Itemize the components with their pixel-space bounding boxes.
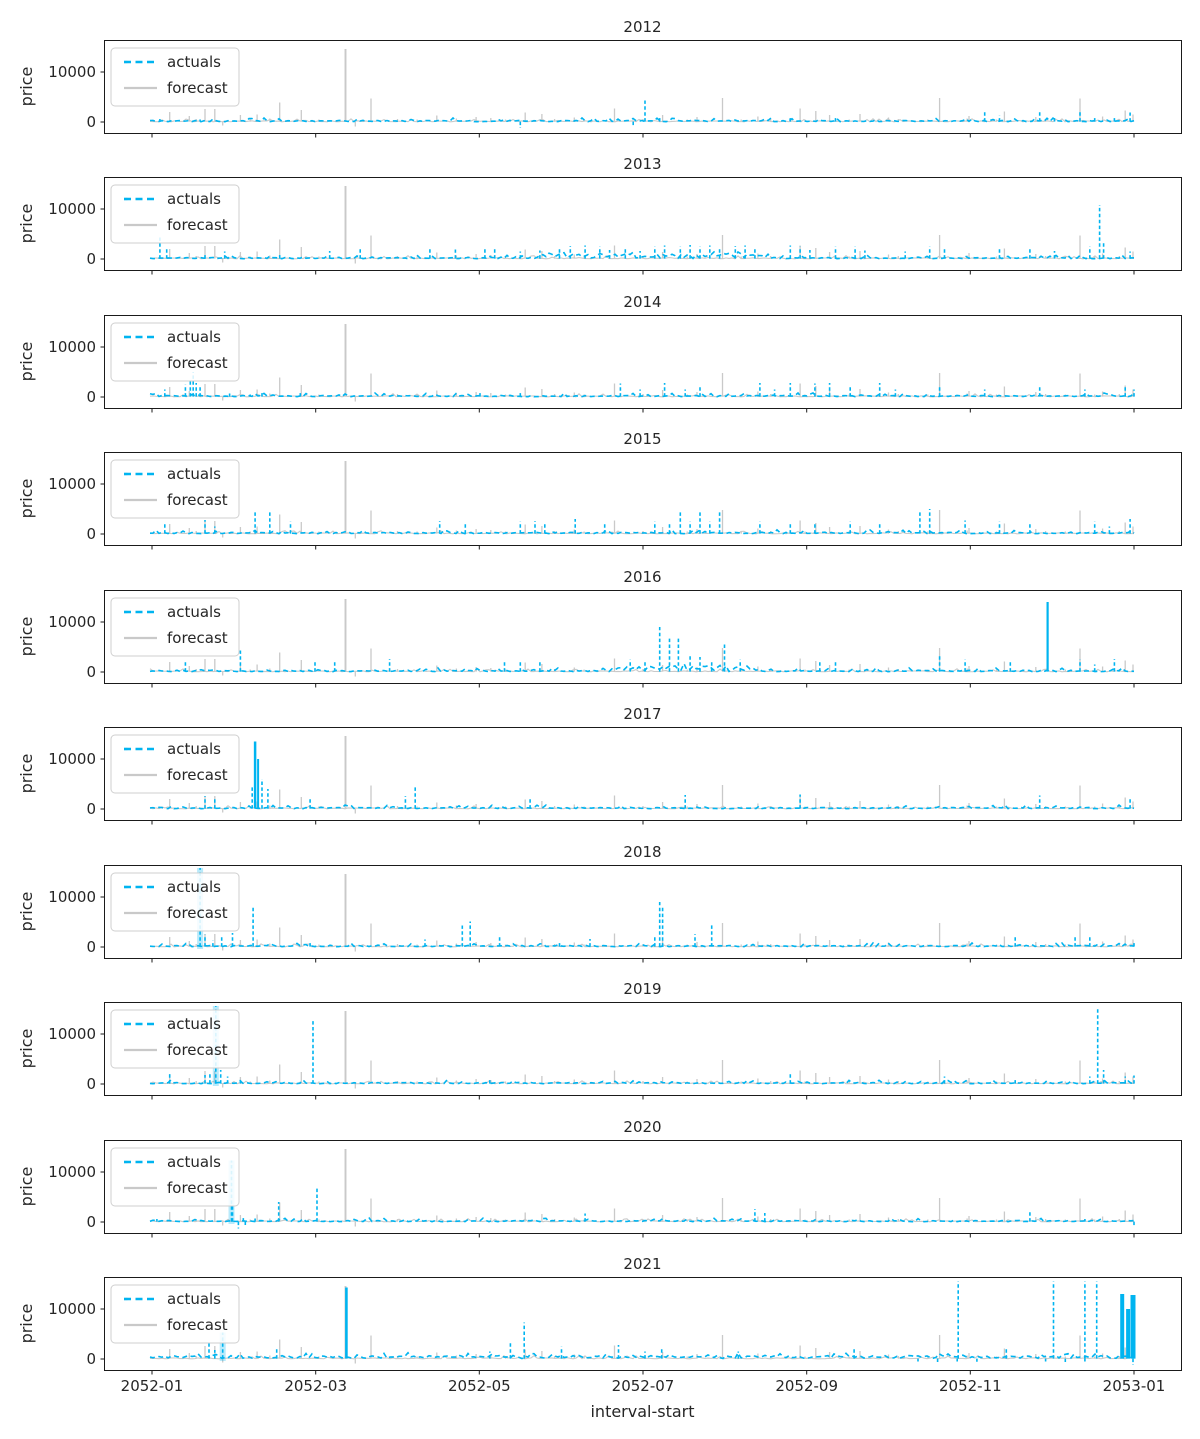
subplot-2017 xyxy=(0,697,1200,831)
subplot-title: 2017 xyxy=(623,705,662,723)
y-axis-label: price xyxy=(17,616,36,657)
plot-area xyxy=(150,599,1134,677)
legend-label-forecast: forecast xyxy=(167,904,228,922)
subplot-title: 2016 xyxy=(623,568,662,586)
subplot-title: 2015 xyxy=(623,430,662,448)
y-tick-label: 10000 xyxy=(48,63,96,81)
y-tick-label: 0 xyxy=(86,388,96,406)
y-axis-label: price xyxy=(17,1028,36,1069)
legend-label-forecast: forecast xyxy=(167,79,228,97)
subplot-title: 2020 xyxy=(623,1118,662,1136)
y-tick-label: 10000 xyxy=(48,750,96,768)
legend-label-actuals: actuals xyxy=(167,1153,222,1171)
y-axis-label: price xyxy=(17,66,36,107)
y-axis-label: price xyxy=(17,1303,36,1344)
y-axis-label: price xyxy=(17,478,36,519)
plot-area xyxy=(150,736,1134,814)
actuals-series xyxy=(150,1353,1134,1359)
y-tick-label: 10000 xyxy=(48,200,96,218)
y-tick-label: 10000 xyxy=(48,1300,96,1318)
subplot-2015 xyxy=(0,422,1200,556)
legend-label-actuals: actuals xyxy=(167,603,222,621)
y-tick-label: 10000 xyxy=(48,475,96,493)
y-axis-label: price xyxy=(17,341,36,382)
subplot-2016 xyxy=(0,560,1200,694)
x-tick-label: 2053-01 xyxy=(1102,1377,1166,1395)
legend-label-forecast: forecast xyxy=(167,216,228,234)
plot-area xyxy=(150,1149,1134,1229)
legend-label-forecast: forecast xyxy=(167,1179,228,1197)
actuals-series xyxy=(150,252,1134,259)
y-tick-label: 0 xyxy=(86,1350,96,1368)
legend-label-actuals: actuals xyxy=(167,878,222,896)
x-tick-label: 2052-01 xyxy=(120,1377,184,1395)
y-tick-label: 0 xyxy=(86,525,96,543)
x-tick-label: 2052-09 xyxy=(775,1377,838,1395)
plot-area xyxy=(150,461,1134,539)
subplot-title: 2019 xyxy=(623,980,662,998)
y-tick-label: 10000 xyxy=(48,1025,96,1043)
subplot-2012 xyxy=(0,10,1200,144)
y-axis-label: price xyxy=(17,203,36,244)
legend xyxy=(111,598,239,656)
y-axis-label: price xyxy=(17,891,36,932)
plot-area xyxy=(150,186,1134,264)
y-tick-label: 10000 xyxy=(48,888,96,906)
legend-label-forecast: forecast xyxy=(167,1041,228,1059)
plot-area xyxy=(150,868,1134,952)
legend-label-forecast: forecast xyxy=(167,629,228,647)
plot-area xyxy=(150,1006,1134,1089)
legend-label-forecast: forecast xyxy=(167,1316,228,1334)
legend-label-actuals: actuals xyxy=(167,1015,222,1033)
y-tick-label: 0 xyxy=(86,1213,96,1231)
legend xyxy=(111,1010,239,1068)
legend xyxy=(111,1285,239,1343)
y-tick-label: 10000 xyxy=(48,338,96,356)
y-tick-label: 0 xyxy=(86,113,96,131)
legend-label-actuals: actuals xyxy=(167,740,222,758)
actuals-series xyxy=(150,805,1134,809)
legend xyxy=(111,735,239,793)
subplot-2021 xyxy=(0,1247,1200,1381)
legend-label-actuals: actuals xyxy=(167,190,222,208)
legend xyxy=(111,185,239,243)
y-axis-label: price xyxy=(17,1166,36,1207)
subplot-title: 2012 xyxy=(623,18,662,36)
x-tick-label: 2052-03 xyxy=(284,1377,347,1395)
x-tick-label: 2052-07 xyxy=(611,1377,675,1395)
legend-label-actuals: actuals xyxy=(167,53,222,71)
subplot-2014 xyxy=(0,285,1200,419)
subplot-title: 2021 xyxy=(623,1255,662,1273)
legend xyxy=(111,48,239,106)
y-tick-label: 10000 xyxy=(48,1163,96,1181)
legend-label-actuals: actuals xyxy=(167,465,222,483)
y-tick-label: 0 xyxy=(86,800,96,818)
y-tick-label: 0 xyxy=(86,250,96,268)
legend xyxy=(111,323,239,381)
x-tick-label: 2052-05 xyxy=(447,1377,511,1395)
subplot-2018 xyxy=(0,835,1200,969)
legend-label-forecast: forecast xyxy=(167,491,228,509)
plot-area xyxy=(150,324,1134,402)
subplot-2013 xyxy=(0,147,1200,281)
legend xyxy=(111,460,239,518)
legend-label-forecast: forecast xyxy=(167,766,228,784)
legend-label-actuals: actuals xyxy=(167,328,222,346)
subplot-title: 2018 xyxy=(623,843,662,861)
y-tick-label: 0 xyxy=(86,663,96,681)
y-tick-label: 0 xyxy=(86,938,96,956)
x-axis-label: interval-start xyxy=(590,1402,695,1421)
plot-area xyxy=(150,1282,1134,1366)
subplot-title: 2013 xyxy=(623,155,662,173)
subplot-2019 xyxy=(0,972,1200,1106)
y-axis-label: price xyxy=(17,753,36,794)
legend xyxy=(111,1148,239,1206)
x-tick-label: 2052-11 xyxy=(938,1377,1002,1395)
forecast-series xyxy=(150,669,1134,672)
subplot-2020 xyxy=(0,1110,1200,1244)
legend-label-actuals: actuals xyxy=(167,1290,222,1308)
y-tick-label: 10000 xyxy=(48,613,96,631)
y-tick-label: 0 xyxy=(86,1075,96,1093)
subplot-title: 2014 xyxy=(623,293,662,311)
plot-area xyxy=(150,49,1134,128)
legend-label-forecast: forecast xyxy=(167,354,228,372)
legend xyxy=(111,873,239,931)
actuals-series xyxy=(150,664,1134,672)
